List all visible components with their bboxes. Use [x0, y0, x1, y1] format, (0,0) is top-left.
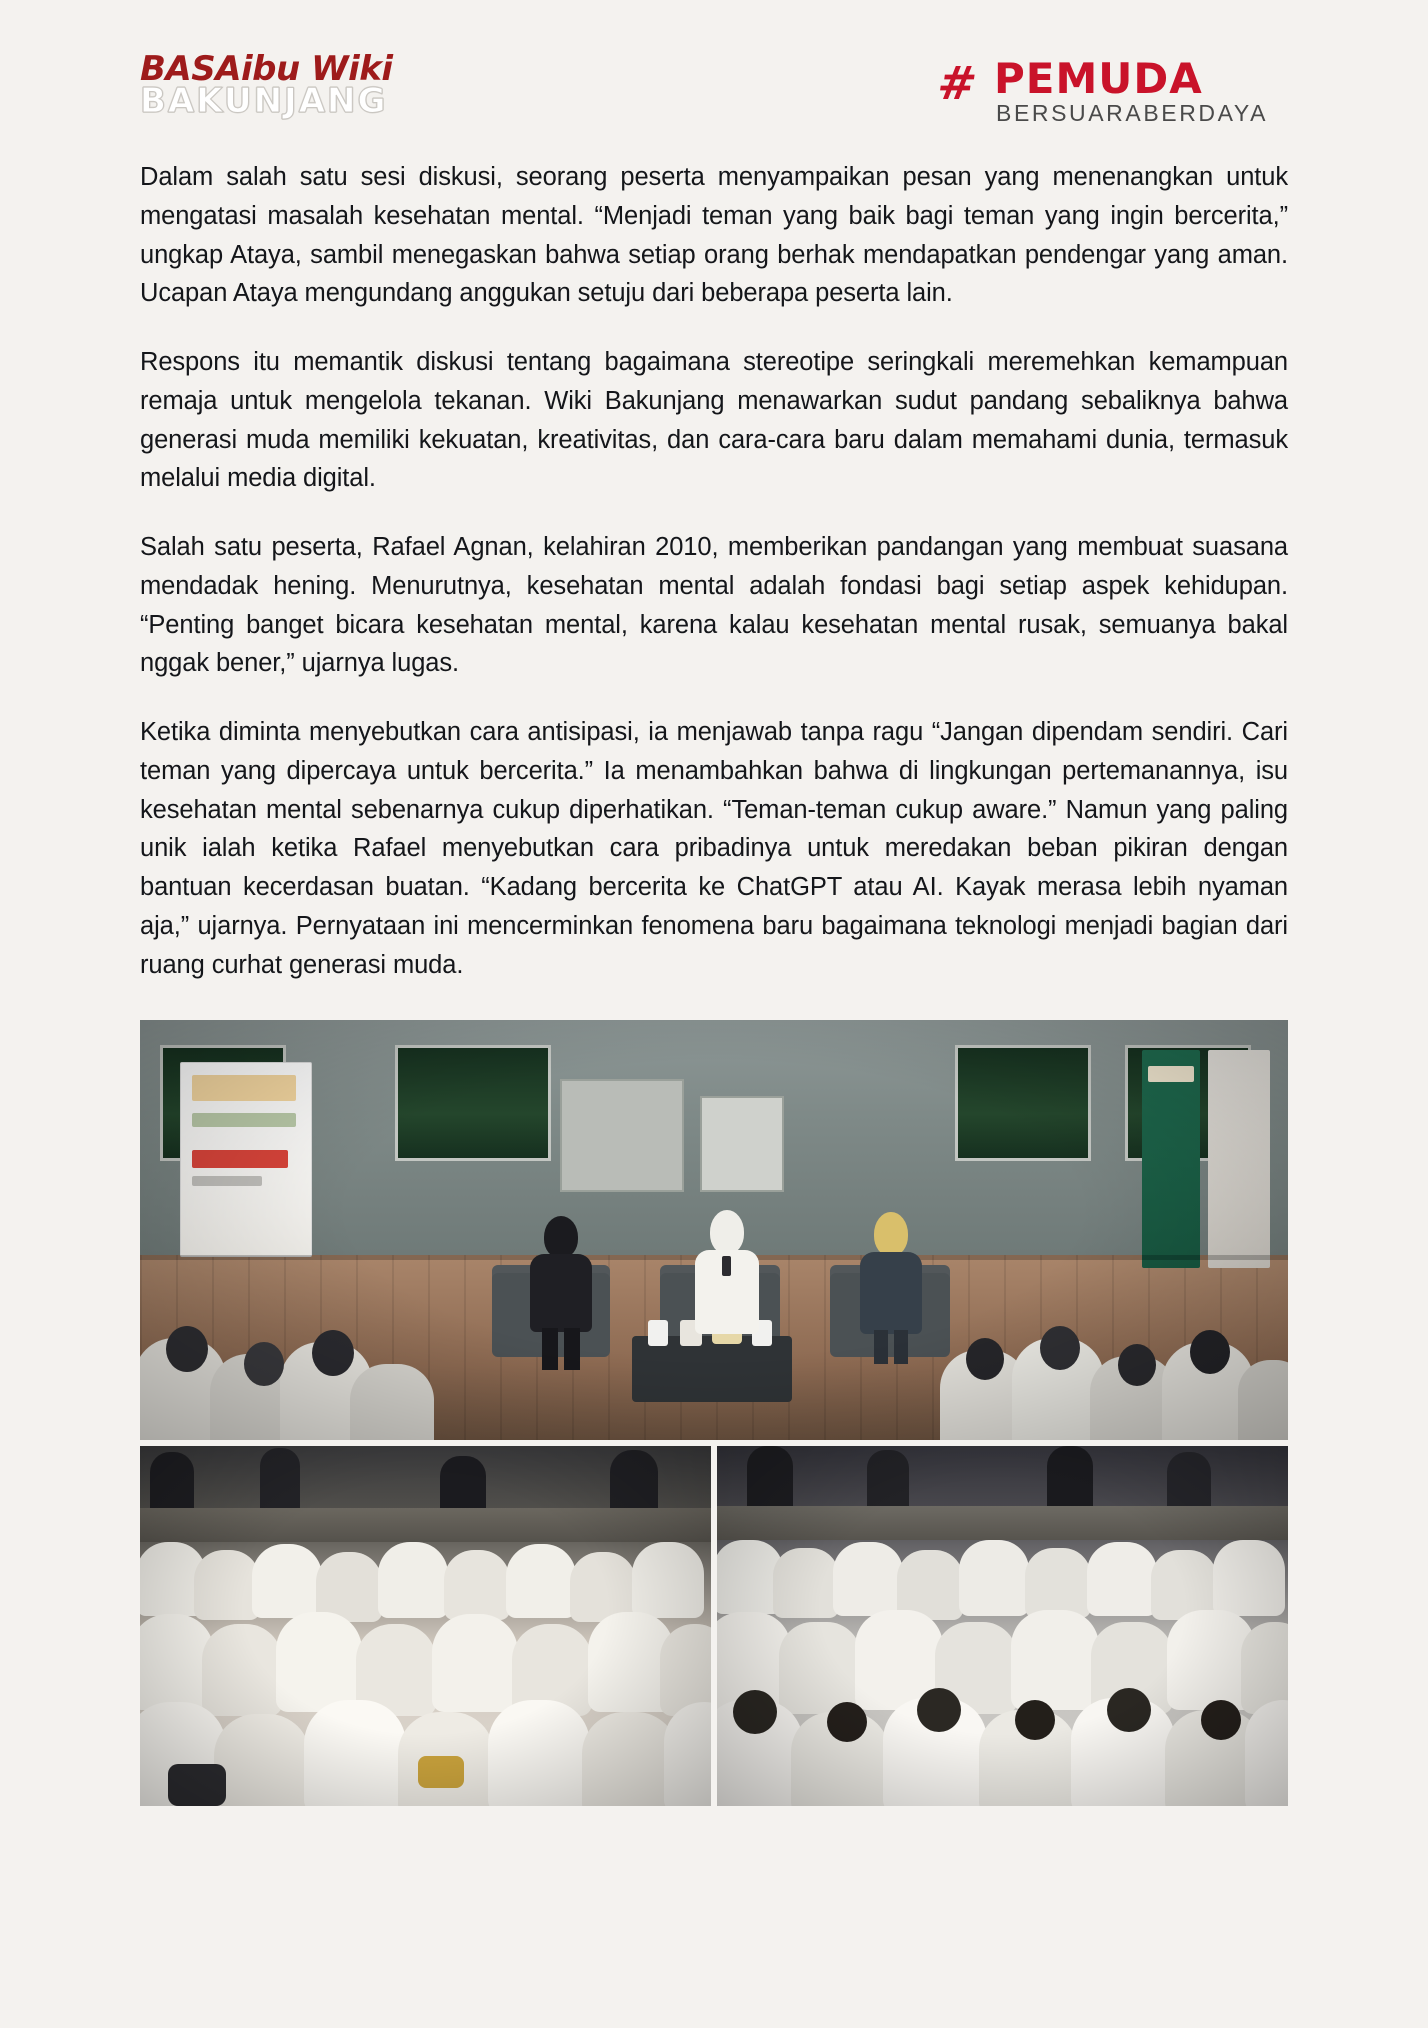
- male-participants-photo: [717, 1446, 1288, 1806]
- brand-subtitle: BAKUNJANG: [140, 80, 388, 121]
- paragraph: Ketika diminta menyebutkan cara antisipasi, ia menjawab tanpa ragu “Jangan dipendam sendiri. Cari teman yang dipercaya untuk bercerita.” Ia menambahkan bahwa di lingkungan pertemanannya, isu kesehatan mental sebenarnya cukup diperhatikan. “Teman-teman cukup aware.” Namun yang paling unik ialah ketika Rafael menyebutkan cara pribadinya untuk meredakan beban pikiran dengan bantuan kecerdasan buatan. “Kadang bercerita ke ChatGPT atau AI. Kayak merasa lebih nyaman aja,” ujarnya. Pernyataan ini mencerminkan fenomena baru bagaimana teknologi menjadi bagian dari ruang curhat generasi muda.: [140, 718, 1288, 979]
- paragraph: Salah satu peserta, Rafael Agnan, kelahiran 2010, memberikan pandangan yang membuat suasana mendadak hening. Menurutnya, kesehatan mental adalah fondasi bagi setiap aspek kehidupan. “Penting banget bicara kesehatan mental, karena kalau kesehatan mental rusak, semuanya bakal nggak bener,” ujarnya lugas.: [140, 533, 1288, 678]
- page-content: [140, 49, 1288, 1806]
- panel-discussion-stage-photo: [140, 1020, 1288, 1440]
- photo-gallery: [140, 1020, 1288, 1806]
- hash-icon: #: [934, 56, 981, 110]
- basaibu-wiki-logo: [140, 49, 470, 121]
- brand-title: BASAibu Wiki: [140, 49, 393, 89]
- pemuda-wordmark: PEMUDA: [994, 54, 1203, 103]
- female-participants-photo: [140, 1446, 711, 1806]
- document-header: [140, 49, 1288, 144]
- photo-row: [140, 1446, 1288, 1806]
- page-left-margin: [0, 0, 78, 2028]
- paragraph: Dalam salah satu sesi diskusi, seorang peserta menyampaikan pesan yang menenangkan untuk mengatasi masalah kesehatan mental. “Menjadi teman yang baik bagi teman yang ingin bercerita,” ungkap Ataya, sambil menegaskan bahwa setiap orang berhak mendapatkan pendengar yang aman. Ucapan Ataya mengundang anggukan setuju dari beberapa peserta lain.: [140, 163, 1288, 308]
- paragraph: Respons itu memantik diskusi tentang bagaimana stereotipe seringkali meremehkan kemampuan remaja untuk mengelola tekanan. Wiki Bakunjang menawarkan sudut pandang sebaliknya bahwa generasi muda memiliki kekuatan, kreativitas, dan cara-cara baru dalam memahami dunia, termasuk melalui media digital.: [140, 348, 1288, 493]
- pemuda-tagline: BERSUARABERDAYA: [996, 100, 1269, 126]
- article-body: [140, 158, 1288, 984]
- pemuda-logo: [934, 54, 1269, 132]
